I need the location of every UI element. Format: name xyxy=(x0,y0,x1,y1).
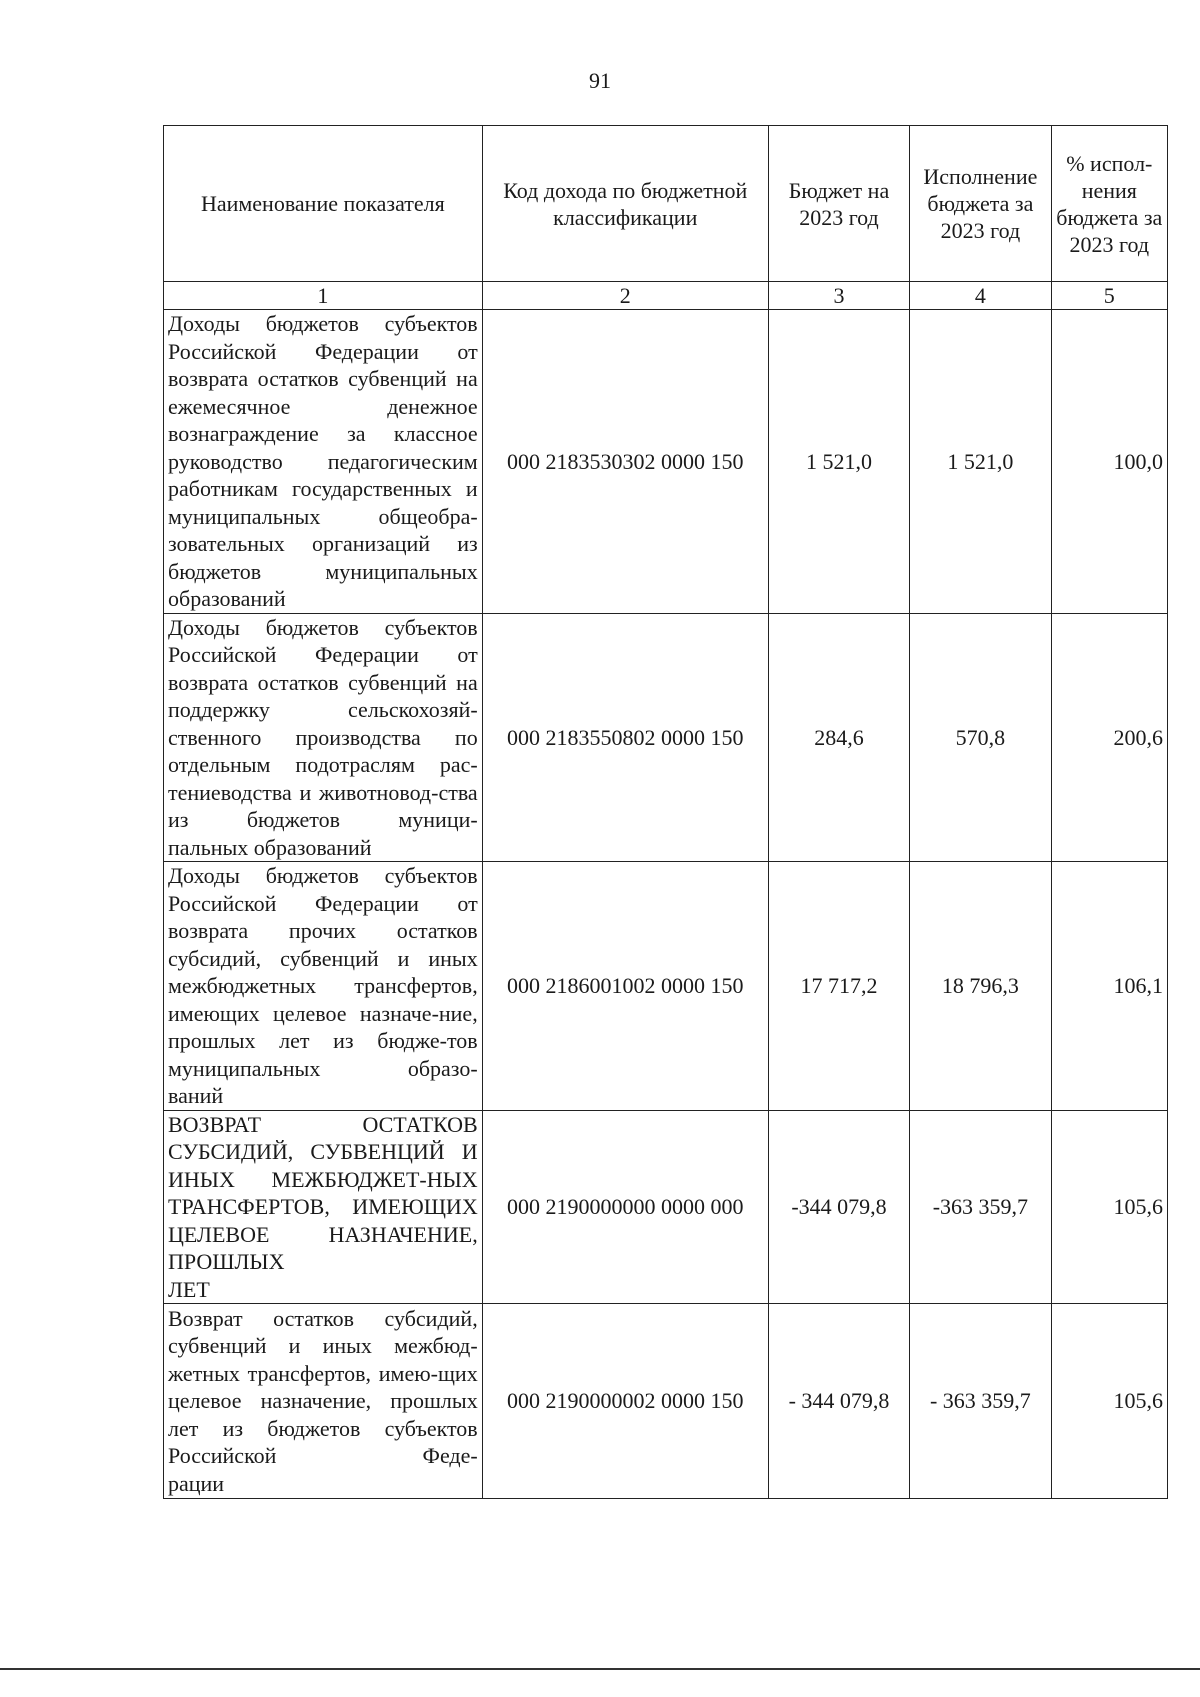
column-number: 1 xyxy=(164,282,483,310)
header-budget-2023: Бюджет на 2023 год xyxy=(768,126,909,282)
budget-value: 17 717,2 xyxy=(768,862,909,1111)
indicator-name: ВОЗВРАТ ОСТАТКОВ СУБСИДИЙ, СУБВЕНЦИЙ И ИНЫХ МЕЖБЮДЖЕТ-НЫХ ТРАНСФЕРТОВ, ИМЕЮЩИХ ЦЕЛЕВОЕ НАЗНАЧЕНИЕ, ПРОШЛЫХ ЛЕТ xyxy=(164,1110,483,1304)
footer-rule xyxy=(0,1668,1200,1670)
income-code: 000 2190000000 0000 000 xyxy=(482,1110,768,1304)
indicator-name: Возврат остатков субсидий, субвенций и иных межбюд-жетных трансфертов, имею-щих целевое назначение, прошлых лет из бюджетов субъектов Российской Феде- рации xyxy=(164,1304,483,1499)
execution-percent: 200,6 xyxy=(1051,613,1167,862)
execution-percent: 105,6 xyxy=(1051,1304,1167,1499)
execution-value: 18 796,3 xyxy=(910,862,1051,1111)
execution-percent: 106,1 xyxy=(1051,862,1167,1111)
execution-value: - 363 359,7 xyxy=(910,1304,1051,1499)
column-number: 3 xyxy=(768,282,909,310)
indicator-name: Доходы бюджетов субъектов Российской Федерации от возврата остатков субвенций на поддержку сельскохозяй-ственного производства по отдельным подотраслям рас-тениеводства и животновод-ства из бюджетов муници- пальных образований xyxy=(164,613,483,862)
table-row xyxy=(164,310,1168,614)
column-number: 4 xyxy=(910,282,1051,310)
indicator-name: Доходы бюджетов субъектов Российской Федерации от возврата прочих остатков субсидий, субвенций и иных межбюджетных трансфертов, имеющих целевое назначе-ние, прошлых лет из бюдже-тов муниципальных образо- ваний xyxy=(164,862,483,1111)
header-indicator-name: Наименование показателя xyxy=(164,126,483,282)
table-row xyxy=(164,613,1168,862)
header-execution-percent: % испол-нения бюджета за 2023 год xyxy=(1051,126,1167,282)
budget-value: 1 521,0 xyxy=(768,310,909,614)
table-row xyxy=(164,1304,1168,1499)
execution-value: 1 521,0 xyxy=(910,310,1051,614)
column-numbers-row xyxy=(164,282,1168,310)
page-number: 91 xyxy=(589,68,611,93)
header-income-code: Код дохода по бюджетной классификации xyxy=(482,126,768,282)
budget-value: - 344 079,8 xyxy=(768,1304,909,1499)
table-header-row xyxy=(164,126,1168,282)
column-number: 2 xyxy=(482,282,768,310)
budget-execution-table xyxy=(163,125,1168,1499)
execution-percent: 100,0 xyxy=(1051,310,1167,614)
income-code: 000 2190000002 0000 150 xyxy=(482,1304,768,1499)
execution-value: 570,8 xyxy=(910,613,1051,862)
budget-value: -344 079,8 xyxy=(768,1110,909,1304)
column-number: 5 xyxy=(1051,282,1167,310)
budget-value: 284,6 xyxy=(768,613,909,862)
header-execution-2023: Исполнение бюджета за 2023 год xyxy=(910,126,1051,282)
income-code: 000 2183550802 0000 150 xyxy=(482,613,768,862)
income-code: 000 2183530302 0000 150 xyxy=(482,310,768,614)
income-code: 000 2186001002 0000 150 xyxy=(482,862,768,1111)
table-row xyxy=(164,862,1168,1111)
execution-value: -363 359,7 xyxy=(910,1110,1051,1304)
execution-percent: 105,6 xyxy=(1051,1110,1167,1304)
table-row xyxy=(164,1110,1168,1304)
indicator-name: Доходы бюджетов субъектов Российской Федерации от возврата остатков субвенций на ежемесячное денежное вознаграждение за классное руководство педагогическим работникам государственных и муниципальных общеобра-зовательных организаций из бюджетов муниципальных образований xyxy=(164,310,483,614)
